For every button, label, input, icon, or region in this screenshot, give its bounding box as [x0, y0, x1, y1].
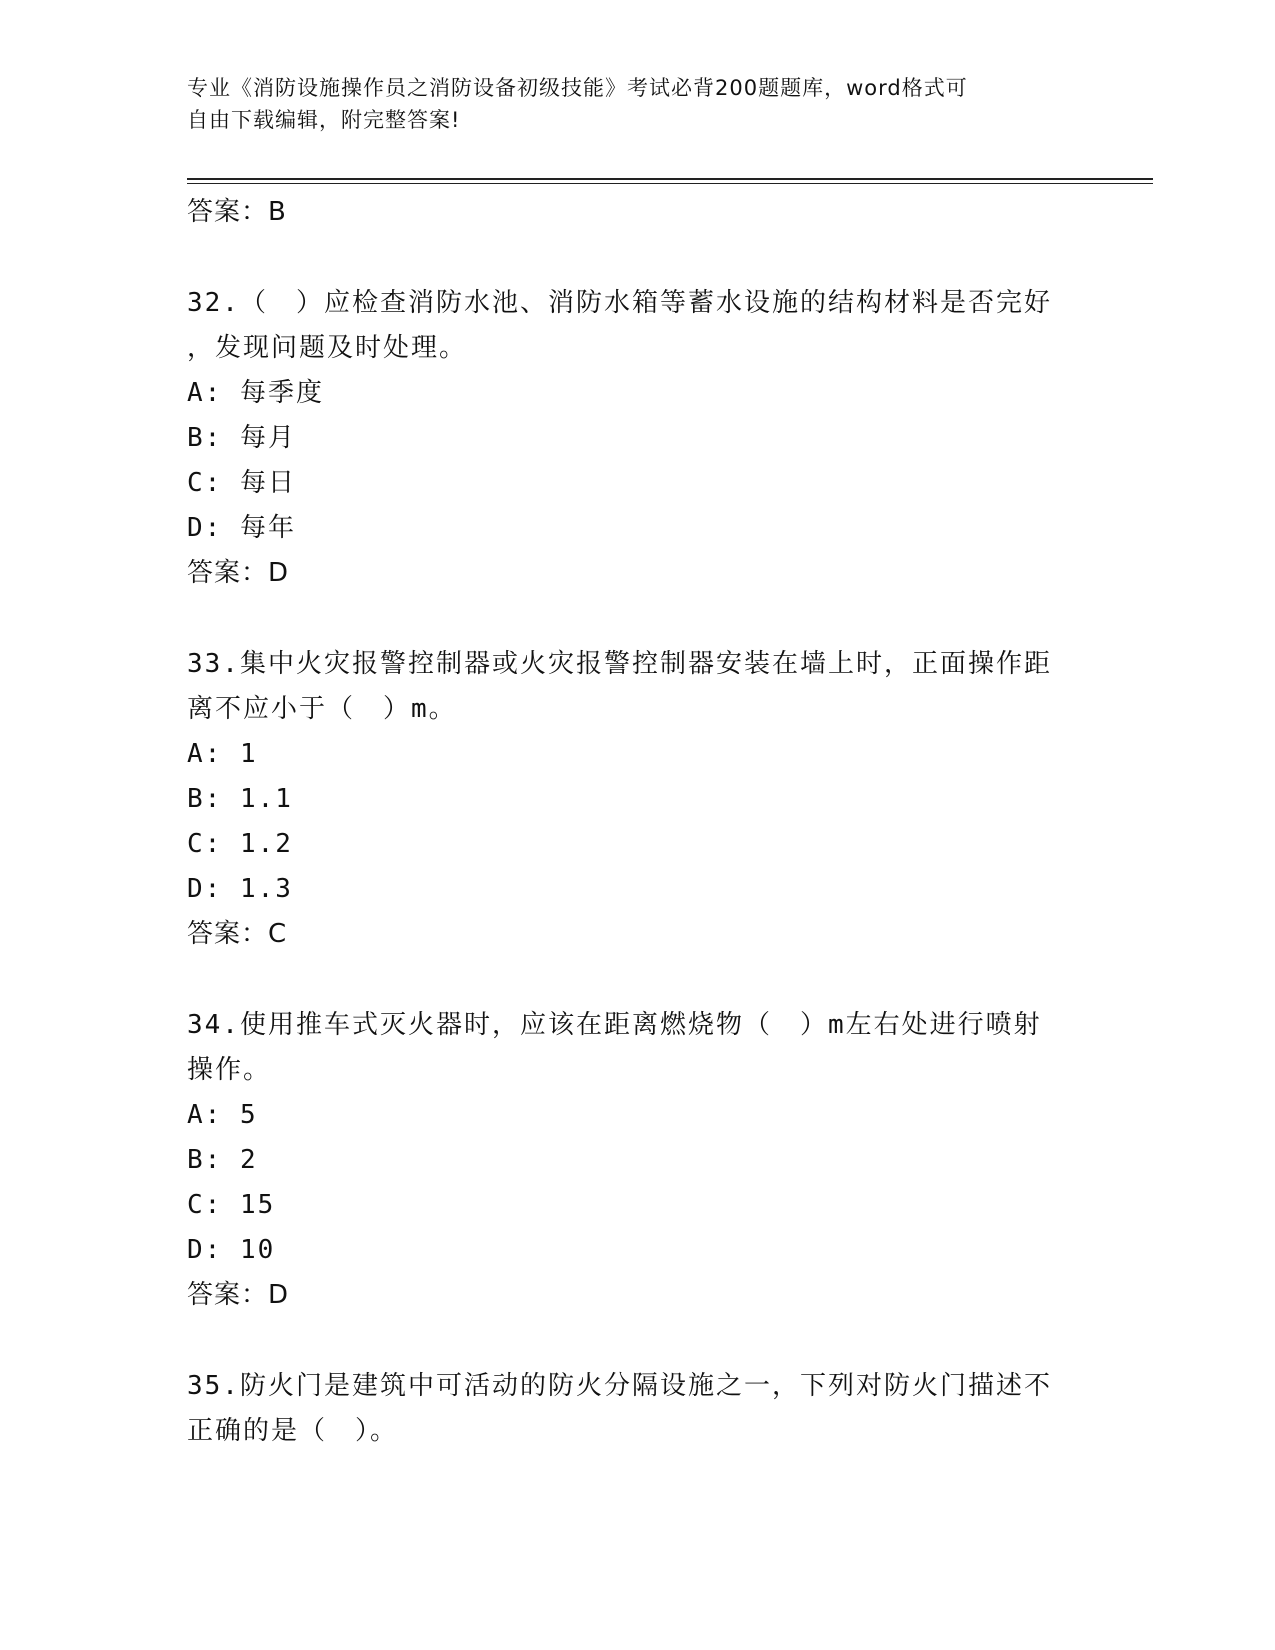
question-35 — [187, 1364, 1077, 1454]
spacer — [187, 235, 1077, 281]
answer: 答案：C — [187, 919, 288, 949]
spacer — [187, 957, 1077, 1003]
header-line-2: 自由下载编辑，附完整答案! — [187, 108, 461, 132]
answer: 答案：D — [187, 558, 290, 588]
question-stem-line-2: 操作。 — [187, 1055, 272, 1085]
question-stem-line-1: 32.（ ）应检查消防水池、消防水箱等蓄水设施的结构材料是否完好 — [187, 288, 1052, 318]
option-b: B: 2 — [187, 1145, 258, 1175]
question-stem-line-2: 正确的是（ ）。 — [187, 1416, 399, 1446]
question-stem-line-1: 35.防火门是建筑中可活动的防火分隔设施之一，下列对防火门描述不 — [187, 1371, 1052, 1401]
header-line-1: 专业《消防设施操作员之消防设备初级技能》考试必背200题题库，word格式可 — [187, 76, 968, 100]
previous-answer: 答案：B — [187, 197, 287, 227]
header-rule-thin — [187, 183, 1153, 184]
question-33 — [187, 642, 1077, 957]
option-c: C: 每日 — [187, 468, 296, 498]
document-header — [187, 72, 1067, 136]
question-stem-line-1: 33.集中火灾报警控制器或火灾报警控制器安装在墙上时，正面操作距 — [187, 649, 1052, 679]
option-c: C: 15 — [187, 1190, 276, 1220]
question-list — [187, 190, 1077, 1454]
header-rule-thick — [187, 178, 1153, 180]
spacer — [187, 596, 1077, 642]
question-32 — [187, 281, 1077, 596]
question-stem-line-2: 离不应小于（ ）m。 — [187, 694, 457, 724]
question-stem-line-2: ，发现问题及时处理。 — [187, 333, 468, 363]
option-c: C: 1.2 — [187, 829, 293, 859]
option-d: D: 1.3 — [187, 874, 293, 904]
answer: 答案：D — [187, 1280, 290, 1310]
option-a: A: 5 — [187, 1100, 258, 1130]
option-b: B: 每月 — [187, 423, 296, 453]
option-d: D: 10 — [187, 1235, 276, 1265]
question-34 — [187, 1003, 1077, 1318]
option-b: B: 1.1 — [187, 784, 293, 814]
option-a: A: 1 — [187, 739, 258, 769]
option-d: D: 每年 — [187, 513, 296, 543]
spacer — [187, 1318, 1077, 1364]
option-a: A: 每季度 — [187, 378, 324, 408]
question-stem-line-1: 34.使用推车式灭火器时，应该在距离燃烧物（ ）m左右处进行喷射 — [187, 1010, 1042, 1040]
